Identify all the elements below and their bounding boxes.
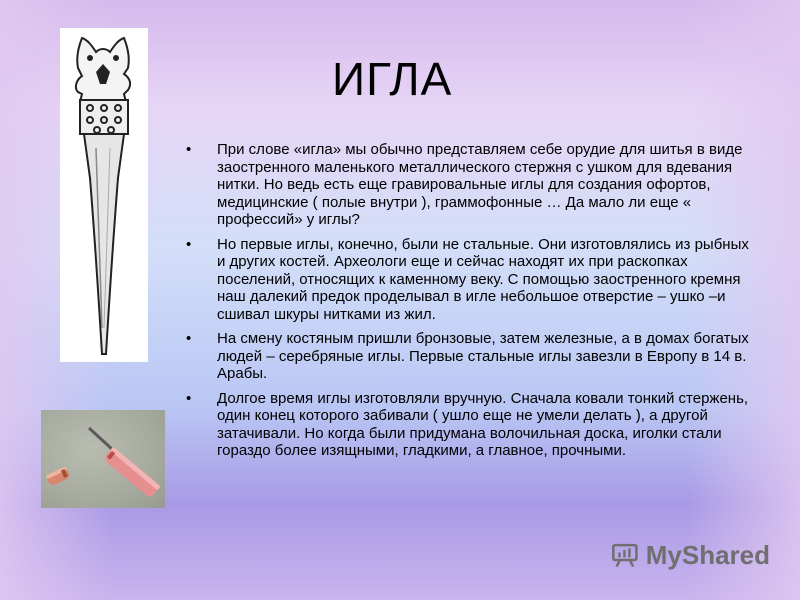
bullet-marker: • — [186, 389, 192, 407]
bullet-text: При слове «игла» мы обычно представляем себе орудие для шитья в виде заостренного маленького металлического стержня с ушком для вдевания нитки. Но ведь есть еще гравировальные иглы для создания офортов, медицинские ( полые внутри ), граммофонные … Да мало ли еще « профессий» у иглы? — [217, 141, 743, 228]
bone-needle-drawing — [60, 28, 148, 362]
logo-text: MyShared — [645, 539, 770, 570]
bullet-text: На смену костяным пришли бронзовые, затем железные, а в домах богатых людей – серебряные иглы. Первые стальные иглы завезли в Европу в 14 в. Арабы. — [217, 330, 749, 382]
steel-needle-photo — [41, 410, 165, 508]
slide-title: ИГЛА — [332, 53, 453, 105]
bullet-text: Долгое время иглы изготовляли вручную. Сначала ковали тонкий стержень, один конец которого забивали ( ушло еще не умели делать ), а другой затачивали. Но когда были придумана волочильная доска, иголки стали гораздо более изящными, гладкими, а главное, прочными. — [217, 389, 749, 459]
bullet-list — [186, 141, 758, 467]
bullet-marker: • — [186, 235, 192, 253]
presentation-board-icon — [610, 540, 640, 570]
needle-case-illustration — [41, 410, 165, 508]
list-item — [186, 141, 758, 229]
list-item — [186, 330, 758, 383]
list-item — [186, 390, 758, 460]
myshared-logo[interactable] — [610, 538, 770, 572]
bullet-marker: • — [186, 330, 192, 347]
bone-needle-illustration — [60, 28, 148, 362]
bullet-text: Но первые иглы, конечно, были не стальные. Они изготовлялись из рыбных и других костей. Археологи еще и сейчас находят их при раскопках поселений, относящих к каменному веку. С помощью заостренного кремня наш далекий предок проделывал в игле небольшое отверстие – ушко –и сшивал шкуры нитками из жил. — [217, 235, 749, 323]
list-item — [186, 236, 758, 324]
bullet-marker: • — [186, 141, 192, 158]
